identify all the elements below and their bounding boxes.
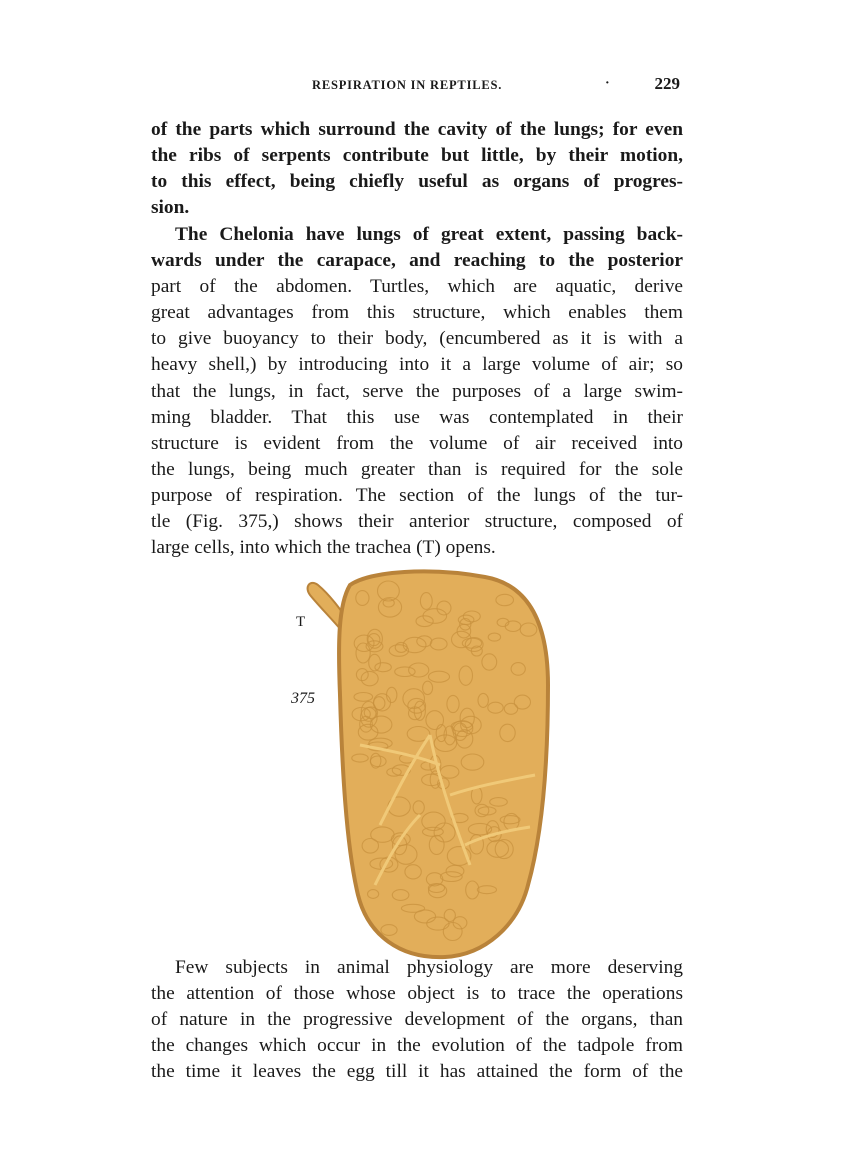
- paragraph-1: [151, 117, 683, 221]
- text-line: the changes which occur in the evolution of the tadpole from: [151, 1035, 683, 1057]
- text-line: The Chelonia have lungs of great extent, passing back-: [175, 224, 683, 245]
- text-line: tle (Fig. 375,) shows their anterior structure, composed of: [151, 511, 683, 533]
- text-line: part of the abdomen. Turtles, which are aquatic, derive: [151, 276, 683, 298]
- text-line: of nature in the progressive development of the organs, than: [151, 1009, 683, 1031]
- paragraph-3: [151, 955, 683, 1085]
- text-line: of the parts which surround the cavity of the lungs; for even: [151, 119, 683, 140]
- text-line: Few subjects in animal physiology are more deserving: [175, 957, 683, 978]
- lung-shape: [339, 571, 548, 957]
- text-line: the lungs, being much greater than is required for the sole: [151, 458, 683, 480]
- figure-number: 375: [291, 690, 315, 707]
- text-line: the time it leaves the egg till it has attained the form of the: [151, 1061, 683, 1083]
- page-number: 229: [654, 74, 680, 93]
- text-line: that the lungs, in fact, serve the purposes of a large swim-: [151, 380, 683, 402]
- text-line: to this effect, being chiefly useful as organs of progres-: [151, 171, 683, 193]
- text-line: the ribs of serpents contribute but little, by their motion,: [151, 145, 683, 167]
- text-line: wards under the carapace, and reaching to the posterior: [151, 250, 683, 272]
- text-line: great advantages from this structure, which enables them: [151, 302, 683, 324]
- text-line: to give buoyancy to their body, (encumbered as it is with a: [151, 328, 683, 350]
- lung-illustration: [280, 565, 570, 960]
- header-dot: ·: [605, 76, 610, 91]
- paragraph-2: [151, 222, 683, 561]
- text-line: the attention of those whose object is to trace the operations: [151, 983, 683, 1005]
- figure-label-trachea: T: [296, 614, 306, 630]
- text-line: structure is evident from the volume of air received into: [151, 432, 683, 454]
- text-line: large cells, into which the trachea (T) opens.: [151, 537, 496, 559]
- text-line: purpose of respiration. The section of the lungs of the tur-: [151, 484, 683, 506]
- running-title: RESPIRATION IN REPTILES.: [312, 78, 503, 92]
- running-head: [150, 76, 684, 98]
- text-line: sion.: [151, 197, 190, 219]
- text-line: ming bladder. That this use was contemplated in their: [151, 406, 683, 428]
- text-line: heavy shell,) by introducing into it a large volume of air; so: [151, 354, 683, 376]
